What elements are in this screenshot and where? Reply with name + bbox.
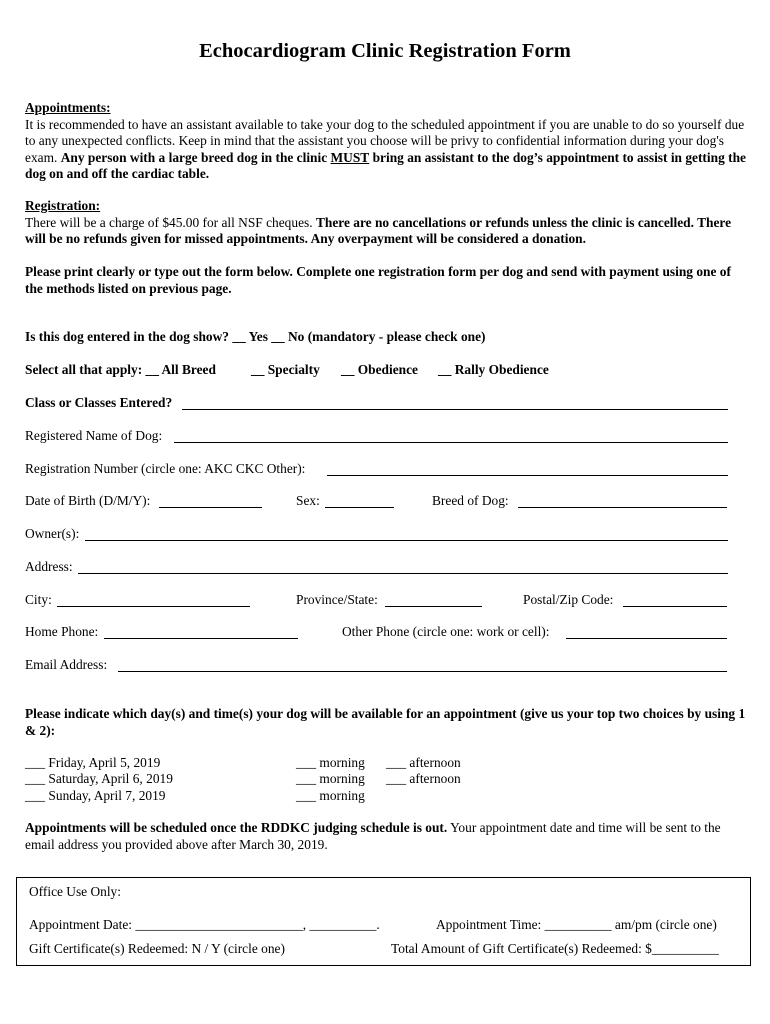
availability-question: Please indicate which day(s) and time(s) your dog will be available for an appointment (give us your top two choices by using 1 & 2): xyxy=(25,706,746,738)
address-label: Address: xyxy=(25,559,73,574)
office-use-heading: Office Use Only: xyxy=(29,884,121,899)
email-label: Email Address: xyxy=(25,657,108,672)
instructions: Please print clearly or type out the form below. Complete one registration form per dog and send with payment using one of the methods listed on previous page. xyxy=(25,264,731,296)
schedule-note-text: Your appointment date and time will be sent to the email address you provided above after March 30, 2019. xyxy=(25,820,721,852)
class-label: Class or Classes Entered? xyxy=(25,395,173,410)
select-obedience[interactable]: __ Obedience xyxy=(341,362,418,377)
address-field[interactable] xyxy=(78,573,728,574)
dog-show-question[interactable]: Is this dog entered in the dog show? __ Yes __ No (mandatory - please check one) xyxy=(25,329,486,344)
day-saturday[interactable]: ___ Saturday, April 6, 2019 xyxy=(25,771,173,786)
gift-certificate-redeemed[interactable]: Gift Certificate(s) Redeemed: N / Y (circle one) xyxy=(29,941,285,956)
select-rally-obedience[interactable]: __ Rally Obedience xyxy=(438,362,549,377)
appointments-section xyxy=(25,100,750,183)
friday-morning[interactable]: ___ morning xyxy=(296,755,365,770)
appointment-time[interactable]: Appointment Time: __________ am/pm (circle one) xyxy=(436,917,717,932)
breed-label: Breed of Dog: xyxy=(432,493,509,508)
class-field[interactable] xyxy=(182,409,728,410)
schedule-note-bold: Appointments will be scheduled once the RDDKC judging schedule is out. xyxy=(25,820,448,835)
home-phone-field[interactable] xyxy=(104,638,298,639)
select-all-breed[interactable]: Select all that apply: __ All Breed xyxy=(25,362,216,377)
sex-label: Sex: xyxy=(296,493,320,508)
province-field[interactable] xyxy=(385,606,482,607)
page-title: Echocardiogram Clinic Registration Form xyxy=(199,40,571,62)
registered-name-field[interactable] xyxy=(174,442,728,443)
friday-afternoon[interactable]: ___ afternoon xyxy=(386,755,461,770)
registration-number-field[interactable] xyxy=(327,475,728,476)
appointments-text: It is recommended to have an assistant available to take your dog to the scheduled appointment if you are unable to do so yourself due to any unexpected conflicts. Keep in mind that the assistant you choose will be privy to confidential information during your dog's exam. xyxy=(25,116,745,165)
registration-bold: There are no cancellations or refunds unless the clinic is cancelled. There will be no refunds given for missed appointments. Any overpayment will be considered a donation. xyxy=(25,214,732,246)
dob-field[interactable] xyxy=(159,507,262,508)
schedule-note xyxy=(25,820,750,853)
select-specialty[interactable]: __ Specialty xyxy=(251,362,320,377)
breed-field[interactable] xyxy=(518,507,727,508)
total-gift-certificate[interactable]: Total Amount of Gift Certificate(s) Redeemed: $__________ xyxy=(391,941,719,956)
registration-heading: Registration: xyxy=(25,198,101,213)
dob-label: Date of Birth (D/M/Y): xyxy=(25,493,151,508)
appointments-heading: Appointments: xyxy=(25,100,111,115)
appointments-bold-1: Any person with a large breed dog in the clinic xyxy=(60,149,328,165)
city-label: City: xyxy=(25,592,52,607)
home-phone-label: Home Phone: xyxy=(25,624,99,639)
registered-name-label: Registered Name of Dog: xyxy=(25,428,163,443)
registration-section xyxy=(25,198,750,248)
postal-field[interactable] xyxy=(623,606,727,607)
sunday-morning[interactable]: ___ morning xyxy=(296,788,365,803)
other-phone-field[interactable] xyxy=(566,638,727,639)
day-friday[interactable]: ___ Friday, April 5, 2019 xyxy=(25,755,161,770)
city-field[interactable] xyxy=(57,606,250,607)
owner-field[interactable] xyxy=(85,540,728,541)
appointments-bold-2: bring an assistant to the dog’s appointment to assist in getting the dog on and off the cardiac table. xyxy=(25,149,746,181)
registration-number-label: Registration Number (circle one: AKC CKC Other): xyxy=(25,461,306,476)
province-label: Province/State: xyxy=(296,592,378,607)
day-sunday[interactable]: ___ Sunday, April 7, 2019 xyxy=(25,788,166,803)
office-use-box xyxy=(16,877,751,966)
saturday-afternoon[interactable]: ___ afternoon xyxy=(386,771,461,786)
sex-field[interactable] xyxy=(325,507,394,508)
postal-label: Postal/Zip Code: xyxy=(523,592,614,607)
appointment-date[interactable]: Appointment Date: _________________________, __________. xyxy=(29,917,380,932)
other-phone-label: Other Phone (circle one: work or cell): xyxy=(342,624,550,639)
email-field[interactable] xyxy=(118,671,727,672)
appointments-must: MUST xyxy=(330,149,370,165)
registration-text: There will be a charge of $45.00 for all NSF cheques. xyxy=(25,214,313,230)
saturday-morning[interactable]: ___ morning xyxy=(296,771,365,786)
owner-label: Owner(s): xyxy=(25,526,80,541)
